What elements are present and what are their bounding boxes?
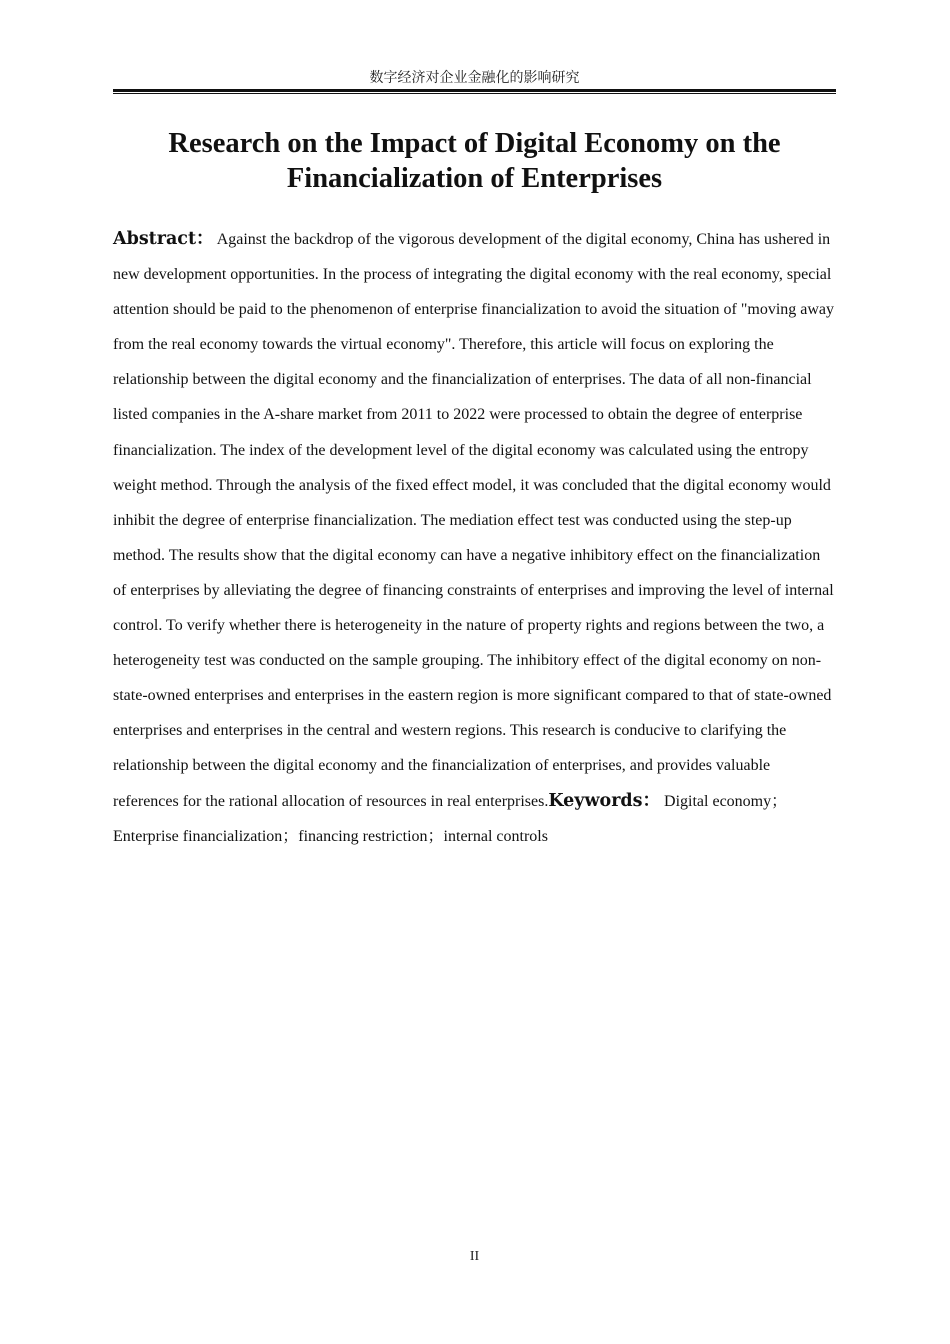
header-rule [113,89,836,94]
abstract-paragraph [113,222,836,854]
page-number: II [469,1249,480,1264]
paper-title-line-1: Research on the Impact of Digital Economy on the [168,128,781,159]
keywords-list: Digital economy；Enterprise financialization；financing restriction；internal controls [113,792,788,845]
paper-title [113,126,836,196]
keywords-label: Keywords： [548,790,661,811]
running-header: 数字经济对企业金融化的影响研究 [369,70,580,86]
abstract-body: Against the backdrop of the vigorous development of the digital economy, China has ushered in new development opportunities. In the process of integrating the digital economy with the real economy, special attention should be paid to the phenomenon of enterprise financialization to avoid the situation of "moving away from the real economy towards the virtual economy". Therefore, this article will focus on exploring the relationship between the digital economy and the financialization of enterprises. The data of all non-financial listed companies in the A-share market from 2011 to 2022 were processed to obtain the degree of enterprise financialization. The index of the development level of the digital economy was calculated using the entropy weight method. Through the analysis of the fixed effect model, it was concluded that the digital economy would inhibit the degree of enterprise financialization. The mediation effect test was conducted using the step-up method. The results show that the digital economy can have a negative inhibitory effect on the financialization of enterprises by alleviating the degree of financing constraints of enterprises and improving the level of internal control. To verify whether there is heterogeneity in the nature of property rights and regions between the two, a heterogeneity test was conducted on the sample grouping. The inhibitory effect of the digital economy on non-state-owned enterprises and enterprises in the eastern region is more significant compared to that of state-owned enterprises and enterprises in the central and western regions. This research is conducive to clarifying the relationship between the digital economy and the financialization of enterprises, and provides valuable references for the rational allocation of resources in real enterprises. [113,231,835,810]
paper-title-line-2: Financialization of Enterprises [286,163,663,194]
abstract-label: Abstract： [113,229,214,249]
